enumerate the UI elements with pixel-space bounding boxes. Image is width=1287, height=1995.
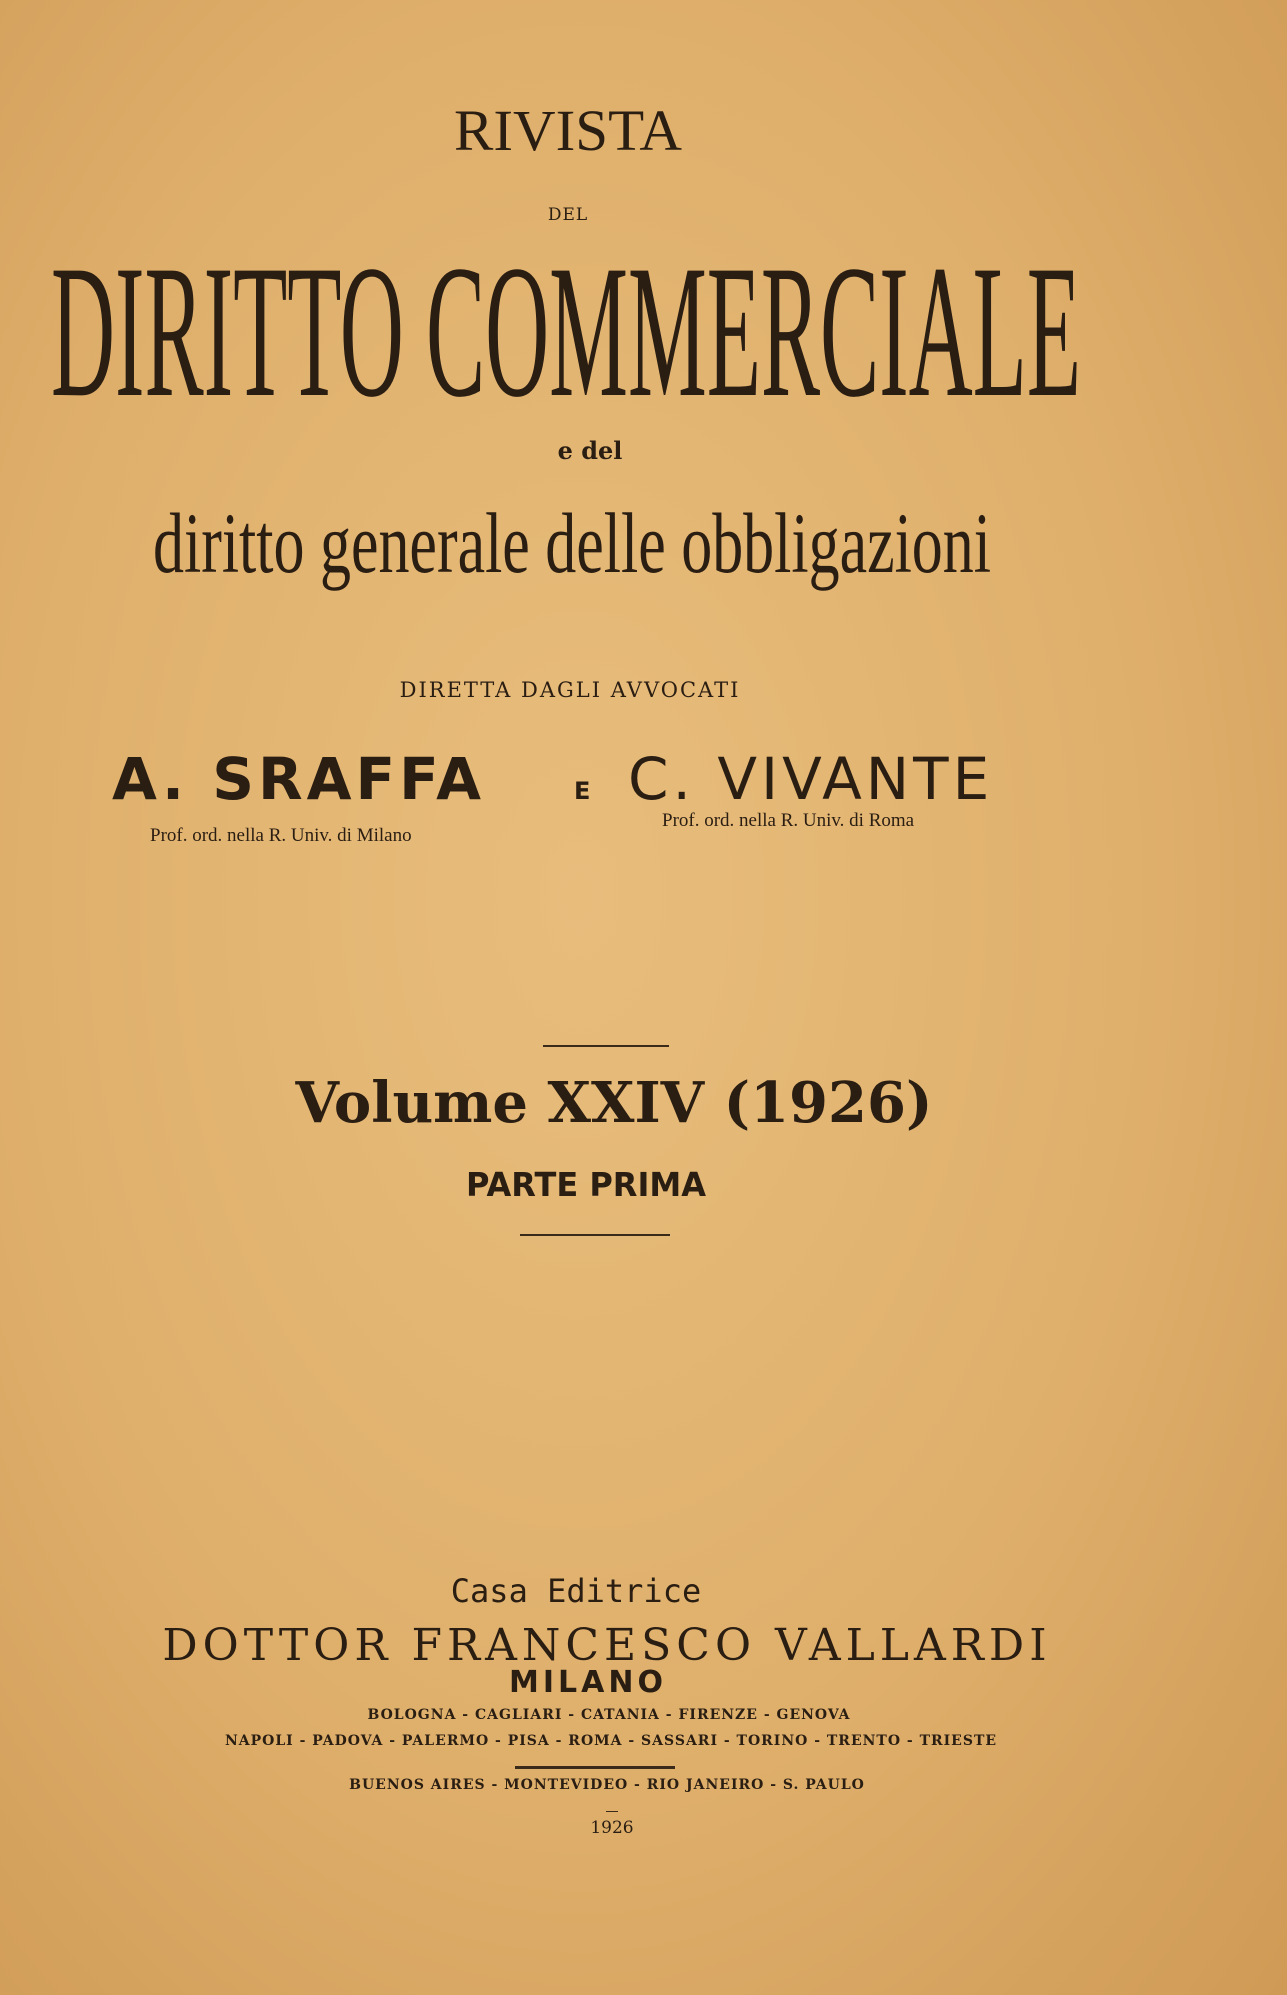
branches-divider — [515, 1766, 675, 1769]
title-e-del: e del — [557, 436, 623, 465]
editor-vivante: C. VIVANTE — [628, 745, 994, 813]
divider-top — [543, 1045, 669, 1047]
publication-year: 1926 — [590, 1818, 634, 1838]
subtitle-text: diritto generale delle obbligazioni — [153, 500, 991, 591]
branches-line-3: BUENOS AIRES - MONTEVIDEO - RIO JANEIRO - S. PAULO — [349, 1777, 865, 1793]
title-main — [0, 245, 1287, 405]
editor-vivante-title: Prof. ord. nella R. Univ. di Roma — [662, 810, 915, 831]
title-rivista-text: RIVISTA — [454, 100, 683, 160]
branches-line-2: NAPOLI - PADOVA - PALERMO - PISA - ROMA - SASSARI - TORINO - TRENTO - TRIESTE — [224, 1733, 998, 1749]
title-del: DEL — [547, 205, 589, 225]
editor-sraffa: A. SRAFFA — [112, 745, 485, 813]
title-main-text: DIRITTO COMMERCIALE — [51, 245, 1081, 405]
title-rivista — [0, 100, 1287, 160]
editors-intro: DIRETTA DAGLI AVVOCATI — [399, 678, 741, 702]
volume-part-text: PARTE PRIMA — [466, 1165, 707, 1204]
publisher-name: DOTTOR FRANCESCO VALLARDI — [162, 1620, 1052, 1671]
editor-sraffa-title: Prof. ord. nella R. Univ. di Milano — [150, 825, 412, 846]
divider-bottom — [520, 1234, 670, 1236]
volume-label: Volume XXIV (1926) — [295, 1070, 933, 1136]
subtitle — [0, 500, 1287, 595]
publisher-intro: Casa Editrice — [450, 1572, 702, 1610]
branches-line-1: BOLOGNA - CAGLIARI - CATANIA - FIRENZE - GENOVA — [367, 1707, 851, 1723]
conjunction: E — [574, 777, 591, 805]
year-dash — [606, 1811, 618, 1812]
volume-part — [0, 1162, 1287, 1204]
publisher-city: MILANO — [509, 1665, 667, 1700]
